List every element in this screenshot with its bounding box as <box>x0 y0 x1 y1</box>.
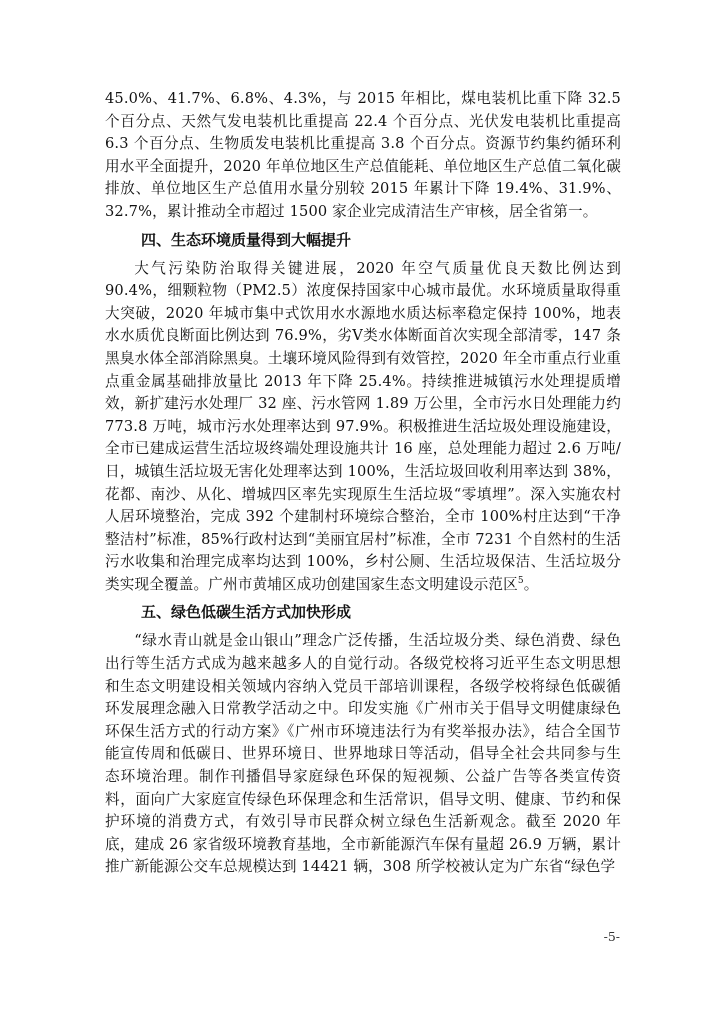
paragraph-green-lifestyle: “绿水青山就是金山银山”理念广泛传播，生活垃圾分类、绿色消费、绿色出行等生活方式成为越来越多人的自觉行动。各级党校将习近平生态文明思想和生态文明建设相关领域内容纳入党员干部培训课程，各级学校将绿色低碳循环发展理念融入日常教学活动之中。印发实施《广州市关于倡导文明健康绿色环保生活方式的行动方案》《广州市环境违法行为有奖举报办法》，结合全国节能宣传周和低碳日、世界环境日、世界地球日等活动，倡导全社会共同参与生态环境治理。制作刊播倡导家庭绿色环保的短视频、公益广告等各类宣传资料，面向广大家庭宣传绿色环保理念和生活常识，倡导文明、健康、节约和保护环境的消费方式，有效引导市民群众树立绿色生活新观念。截至 2020 年底，建成 26 家省级环境教育基地，全市新能源汽车保有量超 26.9 万辆，累计推广新能源公交车总规模达到 14421 辆，308 所学校被认定为广东省“绿色学 <box>105 632 621 876</box>
paragraph-environment-quality-end: 。 <box>523 575 539 593</box>
section-heading-4: 四、生态环境质量得到大幅提升 <box>141 230 352 249</box>
document-page <box>105 88 621 879</box>
footnote-marker[interactable]: 5 <box>517 576 524 587</box>
paragraph-energy-structure: 45.0%、41.7%、6.8%、4.3%，与 2015 年相比，煤电装机比重下降 32.5 个百分点、天然气发电装机比重提高 22.4 个百分点、光伏发电装机比重提高 6.3 个百分点、生物质发电装机比重提高 3.8 个百分点。资源节约集约循环利用水平全面提升，2020 年单位地区生产总值能耗、单位地区生产总值二氧化碳排放、单位地区生产总值用水量分别较 2015 年累计下降 19.4%、31.9%、32.7%，累计推动全市超过 1500 家企业完成清洁生产审核，居全省第一。 <box>105 90 621 220</box>
paragraph-environment-quality <box>105 258 621 597</box>
section-heading-5: 五、绿色低碳生活方式加快形成 <box>141 603 352 622</box>
page-number: -5- <box>603 929 620 944</box>
paragraph-environment-quality-text: 大气污染防治取得关键进展，2020 年空气质量优良天数比例达到 90.4%，细颗粒物（PM2.5）浓度保持国家中心城市最优。水环境质量取得重大突破，2020 年城市集中式饮用水水源地水质达标率稳定保持 100%，地表水水质优良断面比例达到 76.9%，劣Ⅴ类水体断面首次实现全部清零，147 条黑臭水体全部消除黑臭。土壤环境风险得到有效管控，2020 年全市重点行业重点重金属基础排放量比 2013 年下降 25.4%。持续推进城镇污水处理提质增效，新扩建污水处理厂 32 座、污水管网 1.89 万公里，全市污水日处理能力约 773.8 万吨，城市污水处理率达到 97.9%。积极推进生活垃圾处理设施建设，全市已建成运营生活垃圾终端处理设施共计 16 座，总处理能力超过 2.6 万吨/日，城镇生活垃圾无害化处理率达到 100%，生活垃圾回收利用率达到 38%，花都、南沙、从化、增城四区率先实现原生生活垃圾“零填埋”。深入实施农村人居环境整治，完成 392 个建制村环境综合整治，全市 100%村庄达到“干净整洁村”标准，85%行政村达到“美丽宜居村”标准，全市 7231 个自然村的生活污水收集和治理完成率均达到 100%，乡村公厕、生活垃圾保洁、生活垃圾分类实现全覆盖。广州市黄埔区成功创建国家生态文明建设示范区 <box>105 259 621 593</box>
